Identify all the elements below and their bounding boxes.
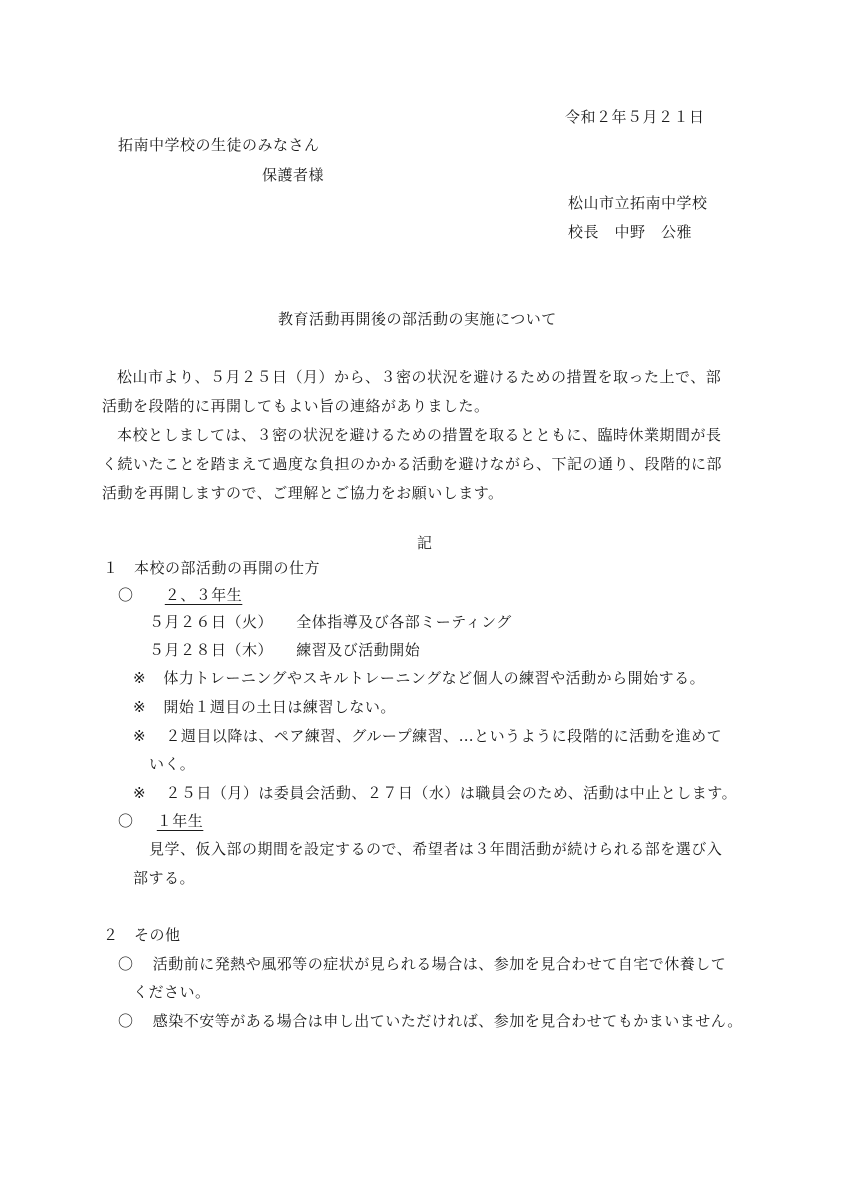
- section2-heading: ２ その他: [103, 926, 181, 944]
- note-text: ２５日（月）は委員会活動、２７日（水）は職員会のため、活動は中止とします。: [165, 784, 738, 802]
- other-item-2: [118, 1014, 743, 1029]
- document-title: 教育活動再開後の部活動の実施について: [278, 310, 557, 328]
- note-4: [133, 786, 737, 801]
- group2-text-line1: 見学、仮入部の期間を設定するので、希望者は３年間活動が続けられる部を選び入: [149, 840, 723, 858]
- sender-school: 松山市立拓南中学校: [568, 194, 708, 212]
- asterisk-mark-icon: ※: [133, 784, 147, 802]
- intro-p1-line2: 活動を段階的に再開してもよい旨の連絡がありました。: [102, 397, 490, 415]
- item-text: 活動前に発熱や風邪等の症状が見られる場合は、参加を見合わせて自宅で休養して: [152, 955, 727, 973]
- note-text: ２週目以降は、ペア練習、グループ練習、…というように段階的に活動を進めて: [165, 727, 723, 745]
- schedule-date: ５月２８日（木）: [149, 641, 274, 659]
- date: 令和２年５月２１日: [565, 108, 705, 126]
- schedule-event: 練習及び活動開始: [296, 641, 421, 659]
- other-item-1-continuation: ください。: [133, 983, 211, 1001]
- note-3-continuation: いく。: [149, 755, 196, 773]
- section1-heading: １ 本校の部活動の再開の仕方: [103, 559, 321, 577]
- note-1: [133, 671, 705, 686]
- group2-header: [118, 814, 203, 829]
- group2-label: １年生: [156, 812, 204, 830]
- intro-p2-line1: 本校としましては、３密の状況を避けるための措置を取るとともに、臨時休業期間が長: [117, 426, 722, 444]
- circle-bullet-icon: 〇: [118, 586, 134, 604]
- recipient-students: 拓南中学校の生徒のみなさん: [118, 136, 320, 154]
- circle-bullet-icon: 〇: [118, 955, 134, 973]
- intro-p2-line3: 活動を再開しますので、ご理解とご協力をお願いします。: [102, 484, 504, 502]
- schedule-row: [149, 615, 512, 630]
- circle-bullet-icon: 〇: [118, 812, 134, 830]
- note-2: [133, 700, 396, 715]
- item-text: 感染不安等がある場合は申し出ていただければ、参加を見合わせてもかまいません。: [152, 1012, 743, 1030]
- asterisk-mark-icon: ※: [133, 698, 147, 716]
- group1-header: [118, 588, 242, 603]
- note-3: [133, 729, 722, 744]
- ki-label: 記: [417, 534, 433, 552]
- group2-text-line2: 部する。: [133, 869, 196, 887]
- sender-principal: 校長 中野 公雅: [568, 223, 693, 241]
- other-item-1: [118, 957, 726, 972]
- circle-bullet-icon: 〇: [118, 1012, 134, 1030]
- note-text: 体力トレーニングやスキルトレーニングなど個人の練習や活動から開始する。: [163, 669, 706, 687]
- note-text: 開始１週目の土日は練習しない。: [163, 698, 396, 716]
- schedule-row: [149, 643, 420, 658]
- group1-label: ２、３年生: [164, 586, 243, 604]
- asterisk-mark-icon: ※: [133, 727, 147, 745]
- asterisk-mark-icon: ※: [133, 669, 147, 687]
- intro-p2-line2: く続いたことを踏まえて過度な負担のかかる活動を避けながら、下記の通り、段階的に部: [102, 455, 723, 473]
- recipient-guardians: 保護者様: [262, 166, 325, 184]
- schedule-date: ５月２６日（火）: [149, 613, 274, 631]
- intro-p1-line1: 松山市より、５月２５日（月）から、３密の状況を避けるための措置を取った上で、部: [117, 368, 722, 386]
- schedule-event: 全体指導及び各部ミーティング: [296, 613, 512, 631]
